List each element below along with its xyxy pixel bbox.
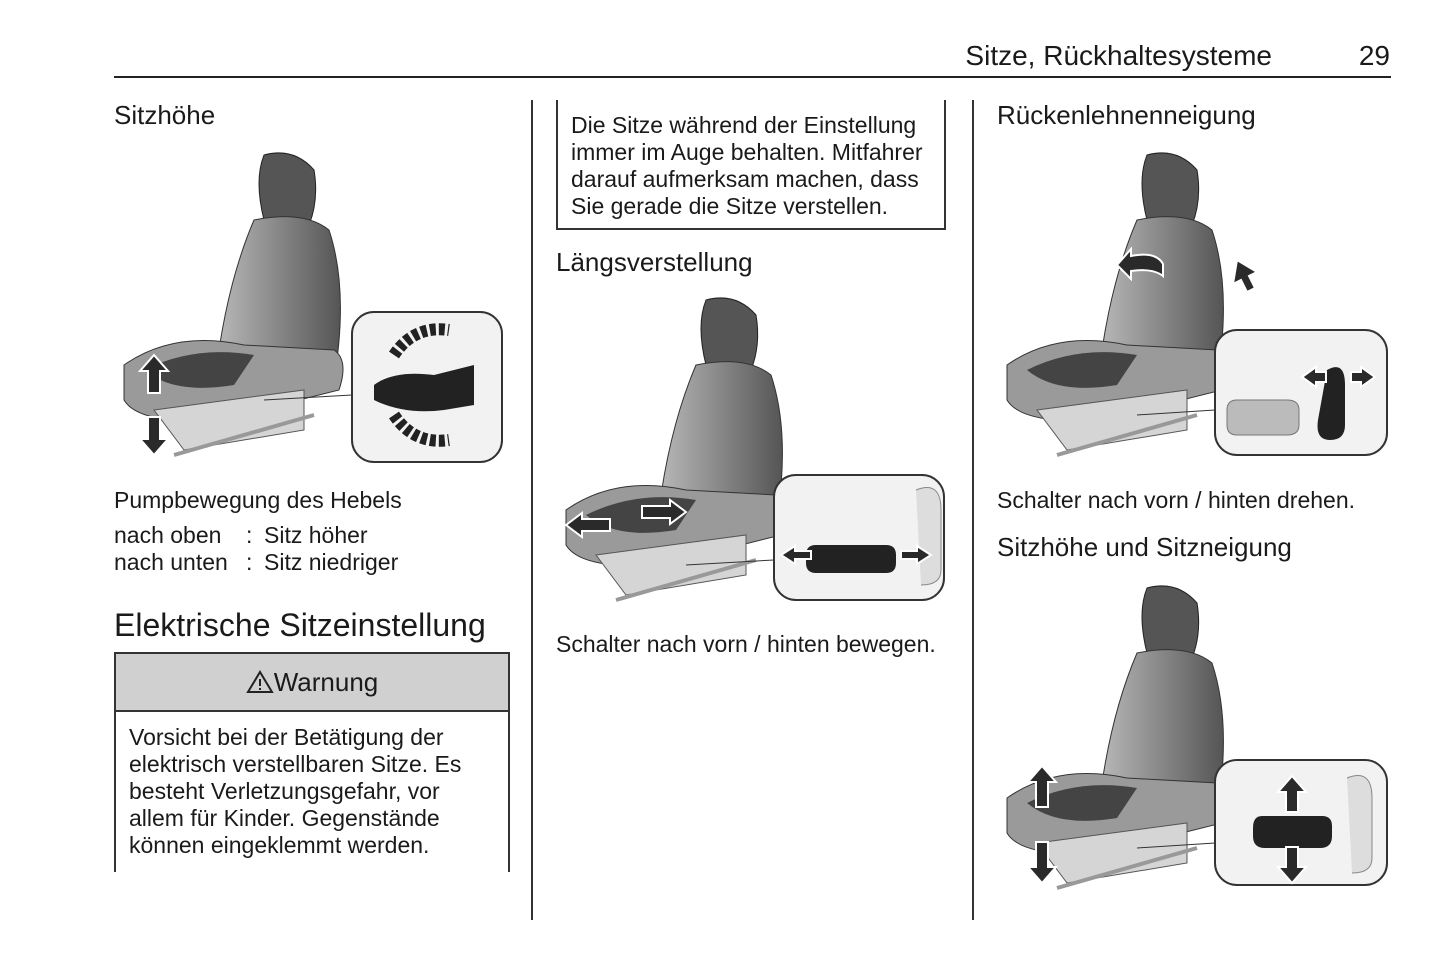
instruction-key: nach oben	[114, 522, 222, 548]
header-rule	[114, 76, 1391, 78]
instruction-value: Sitz höher	[264, 522, 368, 548]
separator: :	[246, 522, 253, 548]
note-line: Die Sitze während der Einstellung	[571, 112, 917, 138]
note-line: immer im Auge behalten. Mitfahrer	[571, 139, 923, 165]
heading-sitzhoehe: Sitzhöhe	[114, 100, 216, 130]
warning-line: Vorsicht bei der Betätigung der	[129, 724, 444, 750]
caption-recline: Schalter nach vorn / hinten drehen.	[997, 487, 1356, 513]
caption-pump: Pumpbewegung des Hebels	[114, 487, 402, 513]
seat-drawing	[556, 290, 951, 620]
seat-height-tilt-illustration	[997, 578, 1392, 908]
warning-box	[114, 652, 510, 872]
warning-continuation-box	[556, 100, 946, 230]
seat-drawing	[114, 145, 509, 475]
column-divider	[531, 100, 533, 920]
section-heading: Elektrische Sitzeinstellung	[114, 607, 486, 643]
seat-height-illustration	[114, 145, 509, 475]
longitudinal-adjust-illustration	[556, 290, 951, 620]
heading-laengsverstellung: Längsverstellung	[556, 247, 753, 277]
seat-drawing	[997, 578, 1392, 908]
instruction-value: Sitz niedriger	[264, 549, 399, 575]
instruction-row	[114, 549, 398, 576]
heading-rueckenlehne: Rückenlehnenneigung	[997, 100, 1256, 130]
warning-line: allem für Kinder. Gegenstände	[129, 805, 440, 831]
warning-line: besteht Verletzungsgefahr, vor	[129, 778, 440, 804]
warning-triangle-icon	[246, 670, 274, 694]
separator: :	[246, 549, 253, 575]
note-line: Sie gerade die Sitze verstellen.	[571, 193, 889, 219]
warning-text	[116, 712, 508, 859]
instruction-list	[114, 522, 398, 576]
warning-line: können eingeklemmt werden.	[129, 832, 430, 858]
note-line: darauf aufmerksam machen, dass	[571, 166, 919, 192]
section-title: Sitze, Rückhaltesysteme	[965, 40, 1272, 71]
warning-title: Warnung	[273, 666, 379, 697]
instruction-key: nach unten	[114, 549, 228, 575]
page-number: 29	[1358, 40, 1390, 71]
caption-slide: Schalter nach vorn / hinten bewegen.	[556, 631, 936, 657]
warning-header	[116, 654, 508, 712]
heading-sitzhoehe-neigung: Sitzhöhe und Sitzneigung	[997, 532, 1292, 562]
seat-drawing	[997, 145, 1392, 475]
column-divider	[972, 100, 974, 920]
backrest-recline-illustration	[997, 145, 1392, 475]
warning-line: elektrisch verstellbaren Sitze. Es	[129, 751, 462, 777]
instruction-row	[114, 522, 398, 549]
